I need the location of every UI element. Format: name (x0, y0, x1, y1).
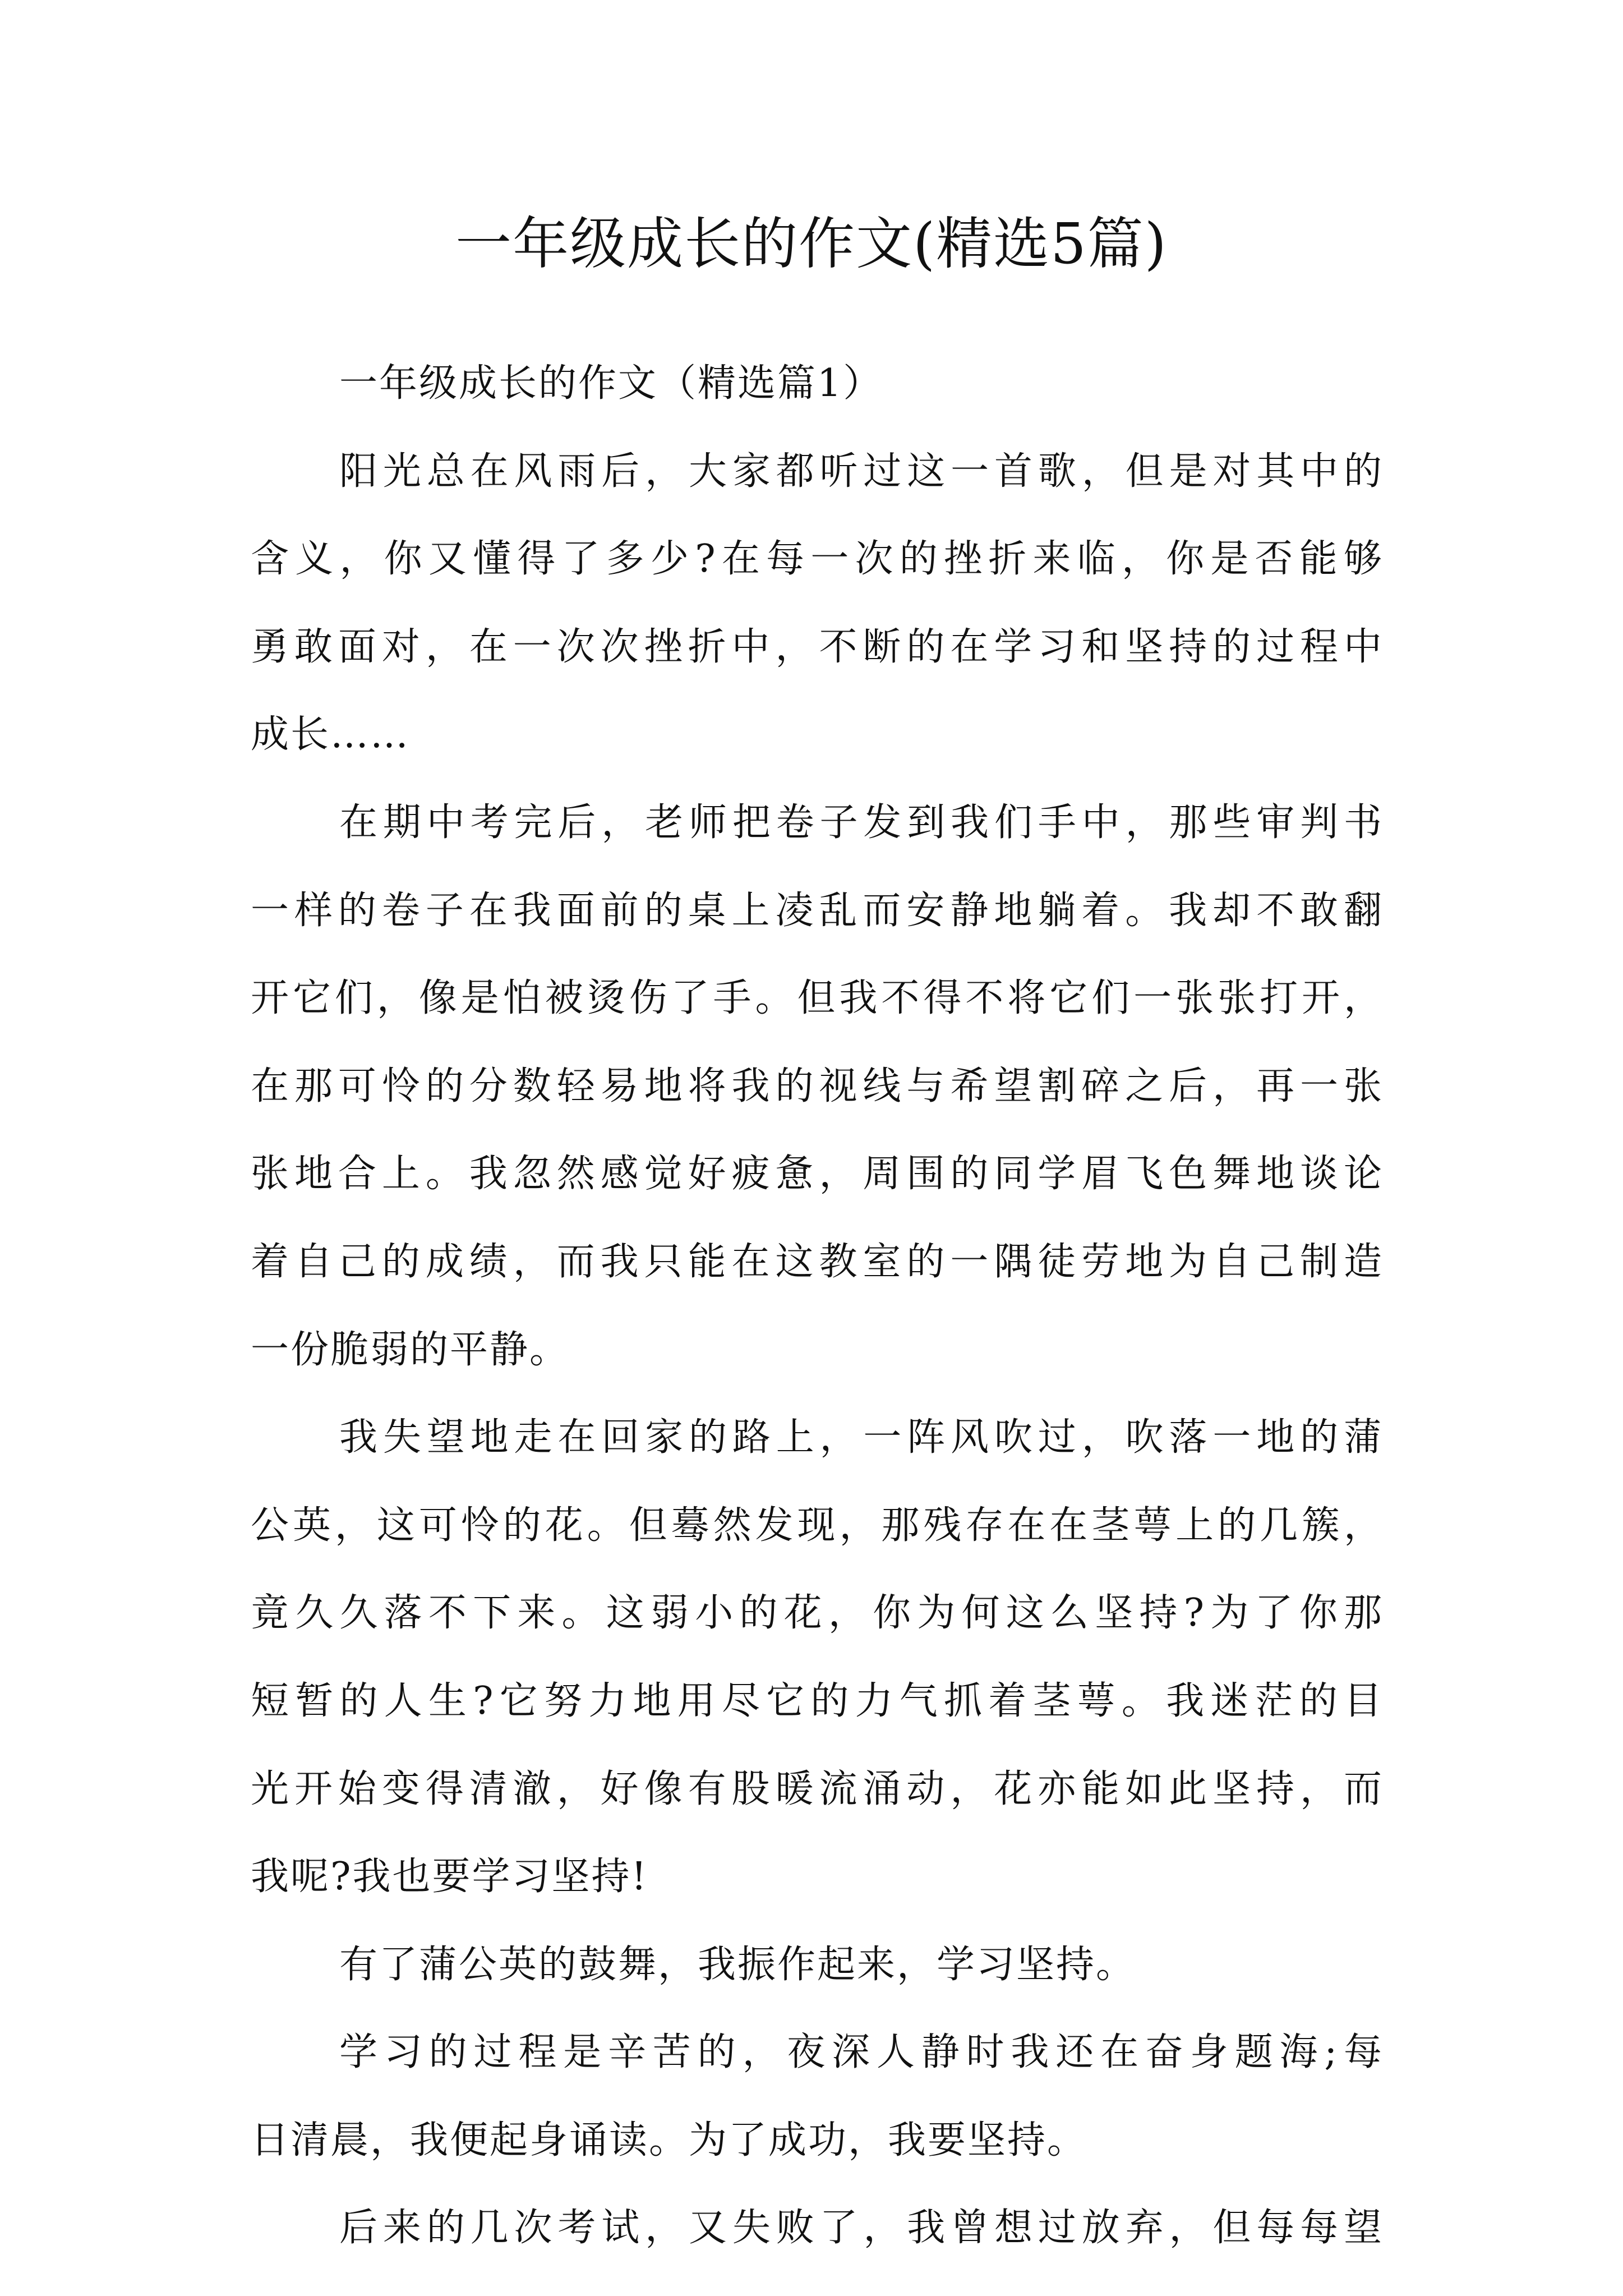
text-line: 后来的几次考试，又失败了，我曾想过放弃，但每每望 (339, 2206, 1384, 2251)
document-title: 一年级成长的作文(精选5篇) (455, 211, 1168, 277)
text-line: 张地合上。我忽然感觉好疲惫，周围的同学眉飞色舞地谈论 (251, 1152, 1384, 1197)
text-line: 成长…… (251, 712, 411, 757)
text-line: 公英，这可怜的花。但蓦然发现，那残存在在茎萼上的几簇， (251, 1503, 1384, 1548)
text-line: 阳光总在风雨后，大家都听过这一首歌，但是对其中的 (339, 449, 1384, 494)
text-line: 一样的卷子在我面前的桌上凌乱而安静地躺着。我却不敢翻 (251, 888, 1384, 933)
document-body (251, 340, 1384, 2272)
paragraph (251, 2009, 1384, 2184)
text-line: 有了蒲公英的鼓舞，我振作起来，学习坚持。 (339, 1942, 1136, 1987)
text-line: 一年级成长的作文（精选篇1） (339, 361, 883, 406)
text-line: 开它们，像是怕被烫伤了手。但我不得不将它们一张张打开， (251, 976, 1384, 1021)
text-line: 短暂的人生?它努力地用尽它的力气抓着茎萼。我迷茫的目 (251, 1678, 1384, 1723)
paragraph (251, 428, 1384, 779)
paragraph (251, 1921, 1384, 2009)
text-line: 勇敢面对，在一次次挫折中，不断的在学习和坚持的过程中 (251, 624, 1384, 669)
text-line: 我呢?我也要学习坚持! (251, 1855, 648, 1899)
paragraph (251, 779, 1384, 1394)
text-line: 一份脆弱的平静。 (251, 1327, 570, 1372)
section-heading (251, 340, 1384, 428)
paragraph (251, 1394, 1384, 1921)
text-line: 着自己的成绩，而我只能在这教室的一隅徒劳地为自己制造 (251, 1239, 1384, 1284)
text-line: 含义，你又懂得了多少?在每一次的挫折来临，你是否能够 (251, 537, 1384, 582)
text-line: 日清晨，我便起身诵读。为了成功，我要坚持。 (251, 2118, 1087, 2162)
text-line: 在期中考完后，老师把卷子发到我们手中，那些审判书 (339, 800, 1384, 845)
text-line: 光开始变得清澈，好像有股暖流涌动，花亦能如此坚持，而 (251, 1766, 1384, 1811)
text-line: 在那可怜的分数轻易地将我的视线与希望割碎之后，再一张 (251, 1064, 1384, 1108)
paragraph (251, 2184, 1384, 2272)
text-line: 我失望地走在回家的路上，一阵风吹过，吹落一地的蒲 (339, 1415, 1384, 1460)
text-line: 竟久久落不下来。这弱小的花，你为何这么坚持?为了你那 (251, 1591, 1384, 1636)
text-line: 学习的过程是辛苦的，夜深人静时我还在奋身题海;每 (339, 2030, 1384, 2075)
